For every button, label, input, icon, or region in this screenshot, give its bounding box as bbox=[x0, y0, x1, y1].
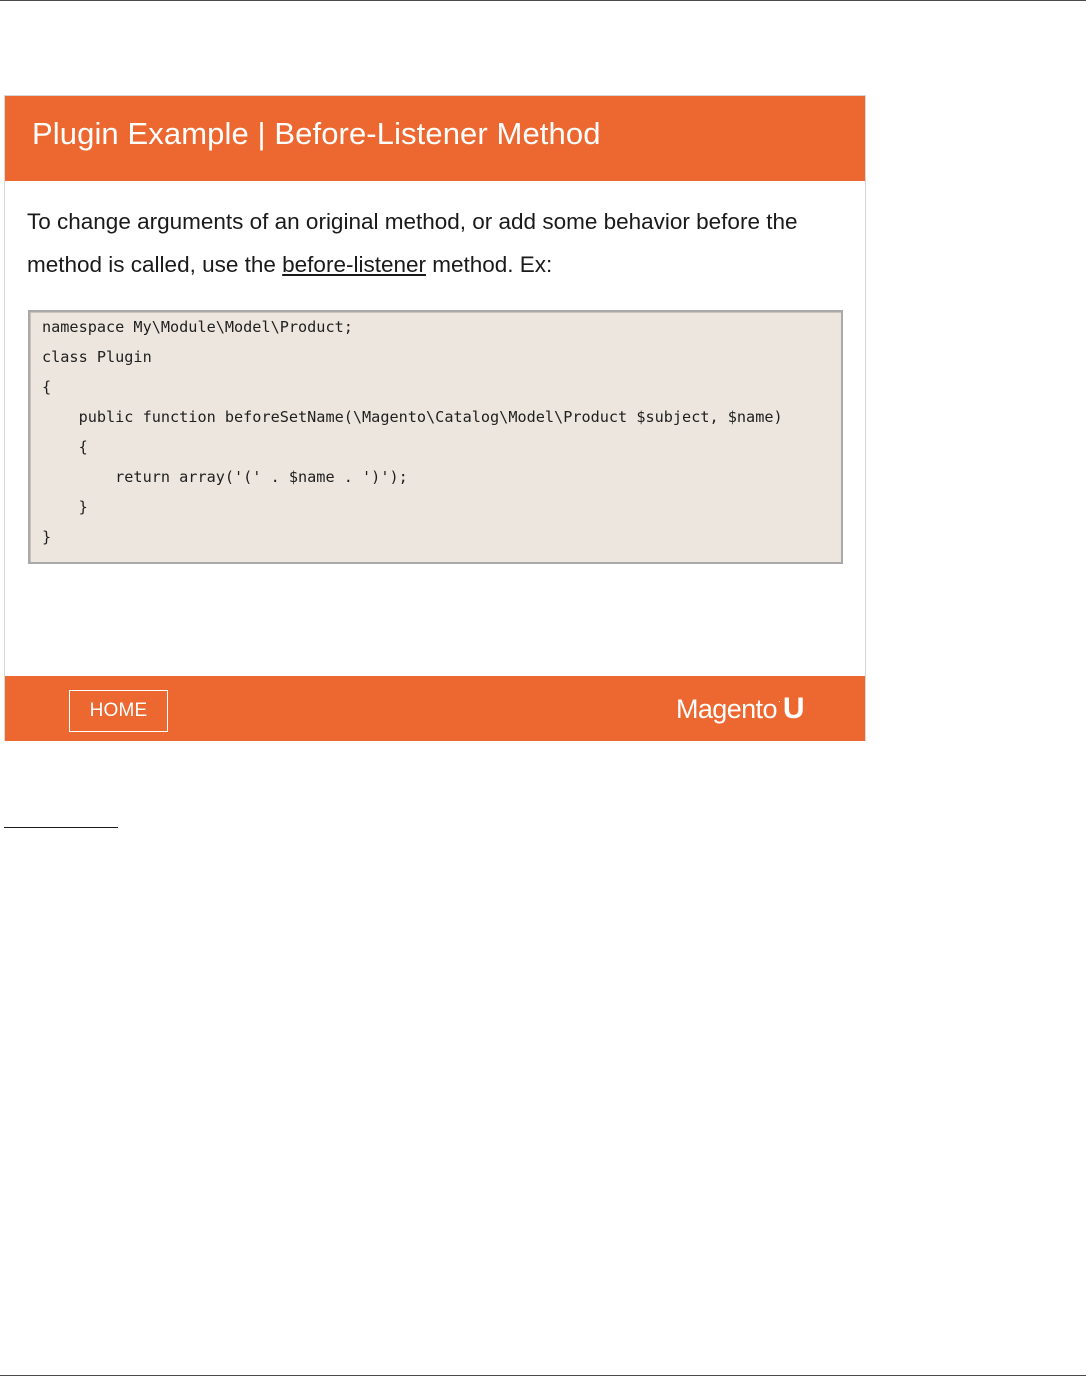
slide-footer bbox=[5, 676, 865, 741]
code-line: return array('(' . $name . ')'); bbox=[42, 468, 408, 486]
intro-text-part-1: To change arguments of an original method, or add some behavior before the method is called, use the bbox=[27, 209, 798, 277]
slide bbox=[4, 95, 866, 741]
code-line: } bbox=[42, 528, 52, 546]
footnote-separator bbox=[4, 827, 118, 828]
code-line: namespace My\Module\Model\Product; bbox=[42, 318, 353, 336]
home-button[interactable]: HOME bbox=[69, 690, 168, 732]
code-line: } bbox=[42, 498, 88, 516]
code-line: public function beforeSetName(\Magento\Catalog\Model\Product $subject, $name) bbox=[42, 408, 783, 426]
logo-letter: U bbox=[782, 692, 805, 725]
intro-text-part-2: method. Ex: bbox=[425, 252, 553, 277]
code-line: { bbox=[42, 438, 88, 456]
slide-title: Plugin Example | Before-Listener Method bbox=[32, 116, 601, 151]
logo-dot: · bbox=[777, 696, 781, 706]
code-line: { bbox=[42, 378, 52, 396]
magento-u-logo bbox=[676, 692, 805, 726]
slide-header bbox=[5, 96, 865, 181]
page-top-rule bbox=[0, 0, 1086, 1]
code-line: class Plugin bbox=[42, 348, 152, 366]
intro-text bbox=[27, 200, 827, 286]
logo-word: Magento bbox=[676, 694, 777, 724]
page-bottom-rule bbox=[0, 1375, 1086, 1376]
code-block bbox=[28, 310, 843, 564]
intro-term-before-listener: before-listener bbox=[282, 252, 426, 277]
